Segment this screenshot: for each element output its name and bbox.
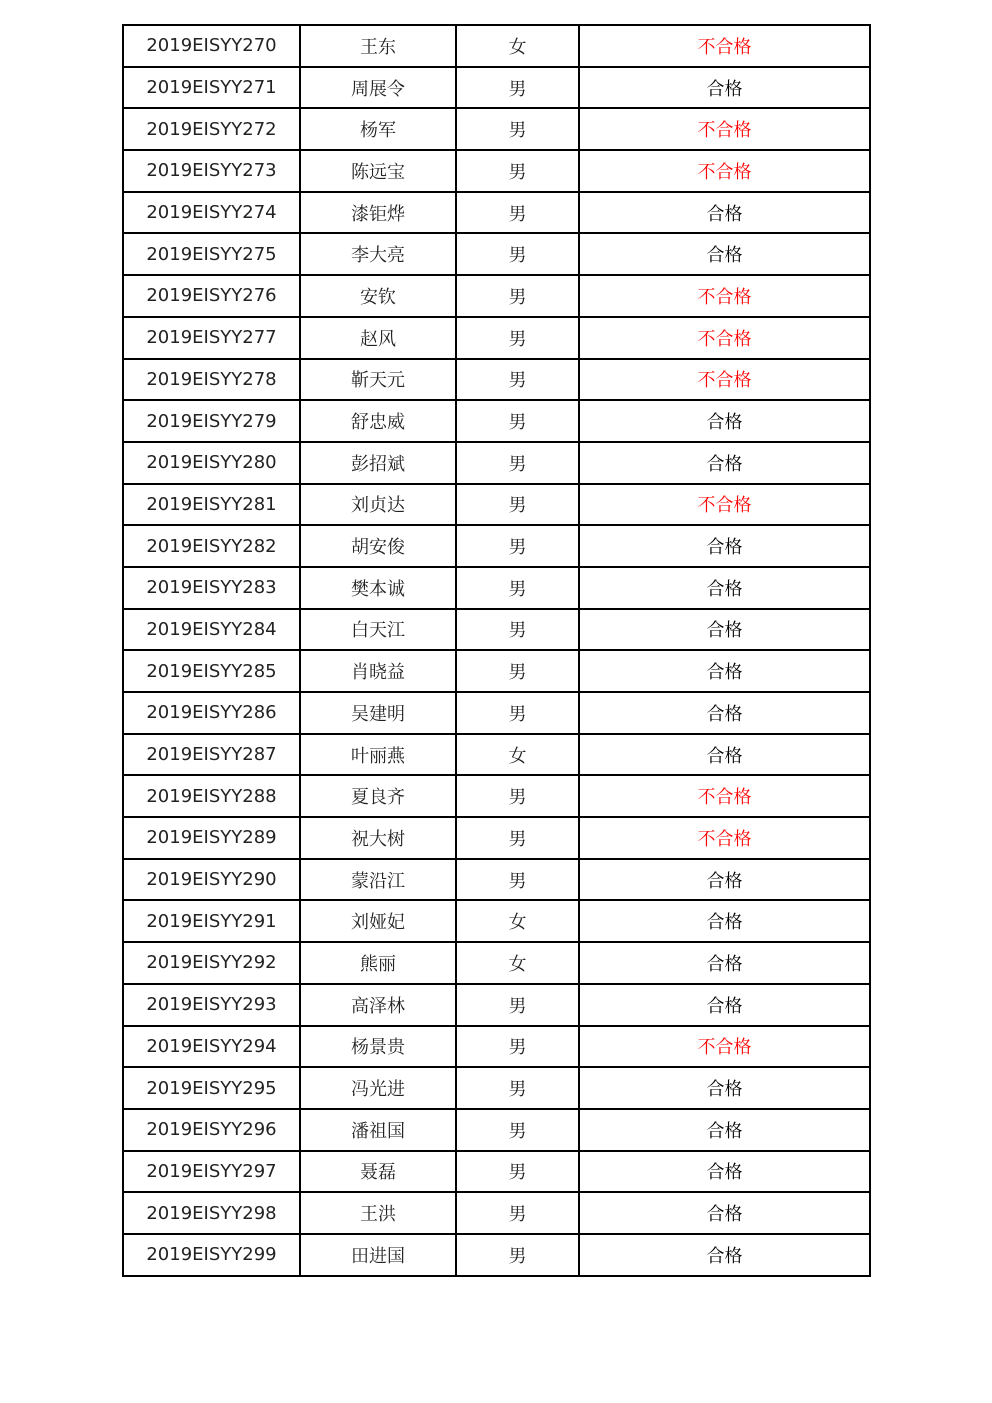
table-row — [123, 1151, 870, 1193]
id-cell: 2019EISYY285 — [123, 650, 300, 692]
name-cell: 樊本诚 — [300, 567, 456, 609]
id-cell: 2019EISYY279 — [123, 400, 300, 442]
gender-cell: 男 — [456, 108, 579, 150]
result-cell: 不合格 — [579, 317, 870, 359]
gender-cell: 男 — [456, 1026, 579, 1068]
result-cell: 合格 — [579, 442, 870, 484]
gender-cell: 男 — [456, 192, 579, 234]
id-cell: 2019EISYY295 — [123, 1067, 300, 1109]
table-row — [123, 484, 870, 526]
id-cell: 2019EISYY286 — [123, 692, 300, 734]
name-cell: 蒙沿江 — [300, 859, 456, 901]
id-cell: 2019EISYY299 — [123, 1234, 300, 1276]
name-cell: 胡安俊 — [300, 525, 456, 567]
result-cell: 不合格 — [579, 275, 870, 317]
table-row — [123, 25, 870, 67]
gender-cell: 男 — [456, 275, 579, 317]
gender-cell: 女 — [456, 25, 579, 67]
id-cell: 2019EISYY289 — [123, 817, 300, 859]
name-cell: 陈远宝 — [300, 150, 456, 192]
table-row — [123, 400, 870, 442]
gender-cell: 男 — [456, 984, 579, 1026]
gender-cell: 男 — [456, 484, 579, 526]
table-row — [123, 609, 870, 651]
table-row — [123, 525, 870, 567]
name-cell: 夏良齐 — [300, 775, 456, 817]
gender-cell: 男 — [456, 859, 579, 901]
id-cell: 2019EISYY282 — [123, 525, 300, 567]
result-cell: 不合格 — [579, 108, 870, 150]
id-cell: 2019EISYY294 — [123, 1026, 300, 1068]
results-table-body — [123, 25, 870, 1276]
gender-cell: 男 — [456, 317, 579, 359]
gender-cell: 男 — [456, 1234, 579, 1276]
name-cell: 漆钜烨 — [300, 192, 456, 234]
gender-cell: 男 — [456, 525, 579, 567]
result-cell: 合格 — [579, 609, 870, 651]
id-cell: 2019EISYY283 — [123, 567, 300, 609]
id-cell: 2019EISYY290 — [123, 859, 300, 901]
table-row — [123, 900, 870, 942]
name-cell: 肖晓益 — [300, 650, 456, 692]
result-cell: 合格 — [579, 734, 870, 776]
result-cell: 不合格 — [579, 817, 870, 859]
name-cell: 聂磊 — [300, 1151, 456, 1193]
name-cell: 潘祖国 — [300, 1109, 456, 1151]
gender-cell: 男 — [456, 692, 579, 734]
result-cell: 合格 — [579, 900, 870, 942]
result-cell: 合格 — [579, 984, 870, 1026]
result-cell: 合格 — [579, 942, 870, 984]
id-cell: 2019EISYY272 — [123, 108, 300, 150]
gender-cell: 男 — [456, 442, 579, 484]
table-row — [123, 942, 870, 984]
id-cell: 2019EISYY284 — [123, 609, 300, 651]
result-cell: 合格 — [579, 1192, 870, 1234]
gender-cell: 女 — [456, 734, 579, 776]
id-cell: 2019EISYY287 — [123, 734, 300, 776]
table-row — [123, 984, 870, 1026]
name-cell: 彭招斌 — [300, 442, 456, 484]
result-cell: 合格 — [579, 859, 870, 901]
table-row — [123, 1026, 870, 1068]
gender-cell: 男 — [456, 1067, 579, 1109]
table-row — [123, 1234, 870, 1276]
result-cell: 不合格 — [579, 775, 870, 817]
table-row — [123, 67, 870, 109]
result-cell: 不合格 — [579, 359, 870, 401]
id-cell: 2019EISYY276 — [123, 275, 300, 317]
name-cell: 王东 — [300, 25, 456, 67]
table-row — [123, 233, 870, 275]
result-cell: 合格 — [579, 1067, 870, 1109]
table-row — [123, 359, 870, 401]
table-row — [123, 192, 870, 234]
id-cell: 2019EISYY273 — [123, 150, 300, 192]
gender-cell: 男 — [456, 1192, 579, 1234]
gender-cell: 男 — [456, 567, 579, 609]
id-cell: 2019EISYY278 — [123, 359, 300, 401]
table-row — [123, 817, 870, 859]
id-cell: 2019EISYY291 — [123, 900, 300, 942]
table-row — [123, 275, 870, 317]
id-cell: 2019EISYY275 — [123, 233, 300, 275]
table-row — [123, 108, 870, 150]
table-row — [123, 650, 870, 692]
table-row — [123, 775, 870, 817]
name-cell: 高泽林 — [300, 984, 456, 1026]
table-row — [123, 734, 870, 776]
result-cell: 合格 — [579, 650, 870, 692]
name-cell: 吴建明 — [300, 692, 456, 734]
id-cell: 2019EISYY271 — [123, 67, 300, 109]
result-cell: 合格 — [579, 567, 870, 609]
results-table — [122, 24, 871, 1277]
name-cell: 祝大树 — [300, 817, 456, 859]
id-cell: 2019EISYY270 — [123, 25, 300, 67]
gender-cell: 男 — [456, 400, 579, 442]
table-row — [123, 317, 870, 359]
gender-cell: 男 — [456, 650, 579, 692]
table-row — [123, 1067, 870, 1109]
result-cell: 合格 — [579, 1234, 870, 1276]
result-cell: 合格 — [579, 192, 870, 234]
table-row — [123, 1109, 870, 1151]
result-cell: 不合格 — [579, 150, 870, 192]
table-row — [123, 150, 870, 192]
id-cell: 2019EISYY298 — [123, 1192, 300, 1234]
gender-cell: 男 — [456, 67, 579, 109]
result-cell: 合格 — [579, 525, 870, 567]
result-cell: 合格 — [579, 233, 870, 275]
id-cell: 2019EISYY281 — [123, 484, 300, 526]
name-cell: 靳天元 — [300, 359, 456, 401]
table-row — [123, 859, 870, 901]
gender-cell: 男 — [456, 817, 579, 859]
table-row — [123, 442, 870, 484]
name-cell: 白天江 — [300, 609, 456, 651]
id-cell: 2019EISYY280 — [123, 442, 300, 484]
table-row — [123, 1192, 870, 1234]
name-cell: 田进国 — [300, 1234, 456, 1276]
name-cell: 刘贞达 — [300, 484, 456, 526]
name-cell: 王洪 — [300, 1192, 456, 1234]
name-cell: 安钦 — [300, 275, 456, 317]
name-cell: 周展令 — [300, 67, 456, 109]
gender-cell: 男 — [456, 1151, 579, 1193]
name-cell: 刘娅妃 — [300, 900, 456, 942]
table-row — [123, 567, 870, 609]
gender-cell: 男 — [456, 1109, 579, 1151]
result-cell: 合格 — [579, 67, 870, 109]
id-cell: 2019EISYY288 — [123, 775, 300, 817]
name-cell: 赵风 — [300, 317, 456, 359]
name-cell: 李大亮 — [300, 233, 456, 275]
id-cell: 2019EISYY297 — [123, 1151, 300, 1193]
id-cell: 2019EISYY293 — [123, 984, 300, 1026]
table-row — [123, 692, 870, 734]
result-cell: 合格 — [579, 400, 870, 442]
result-cell: 合格 — [579, 1151, 870, 1193]
name-cell: 冯光进 — [300, 1067, 456, 1109]
gender-cell: 女 — [456, 900, 579, 942]
result-cell: 不合格 — [579, 484, 870, 526]
gender-cell: 男 — [456, 359, 579, 401]
id-cell: 2019EISYY296 — [123, 1109, 300, 1151]
gender-cell: 男 — [456, 775, 579, 817]
name-cell: 舒忠威 — [300, 400, 456, 442]
name-cell: 熊丽 — [300, 942, 456, 984]
id-cell: 2019EISYY292 — [123, 942, 300, 984]
gender-cell: 女 — [456, 942, 579, 984]
id-cell: 2019EISYY277 — [123, 317, 300, 359]
name-cell: 叶丽燕 — [300, 734, 456, 776]
result-cell: 合格 — [579, 692, 870, 734]
name-cell: 杨军 — [300, 108, 456, 150]
name-cell: 杨景贵 — [300, 1026, 456, 1068]
id-cell: 2019EISYY274 — [123, 192, 300, 234]
gender-cell: 男 — [456, 609, 579, 651]
gender-cell: 男 — [456, 150, 579, 192]
result-cell: 不合格 — [579, 1026, 870, 1068]
result-cell: 合格 — [579, 1109, 870, 1151]
gender-cell: 男 — [456, 233, 579, 275]
result-cell: 不合格 — [579, 25, 870, 67]
